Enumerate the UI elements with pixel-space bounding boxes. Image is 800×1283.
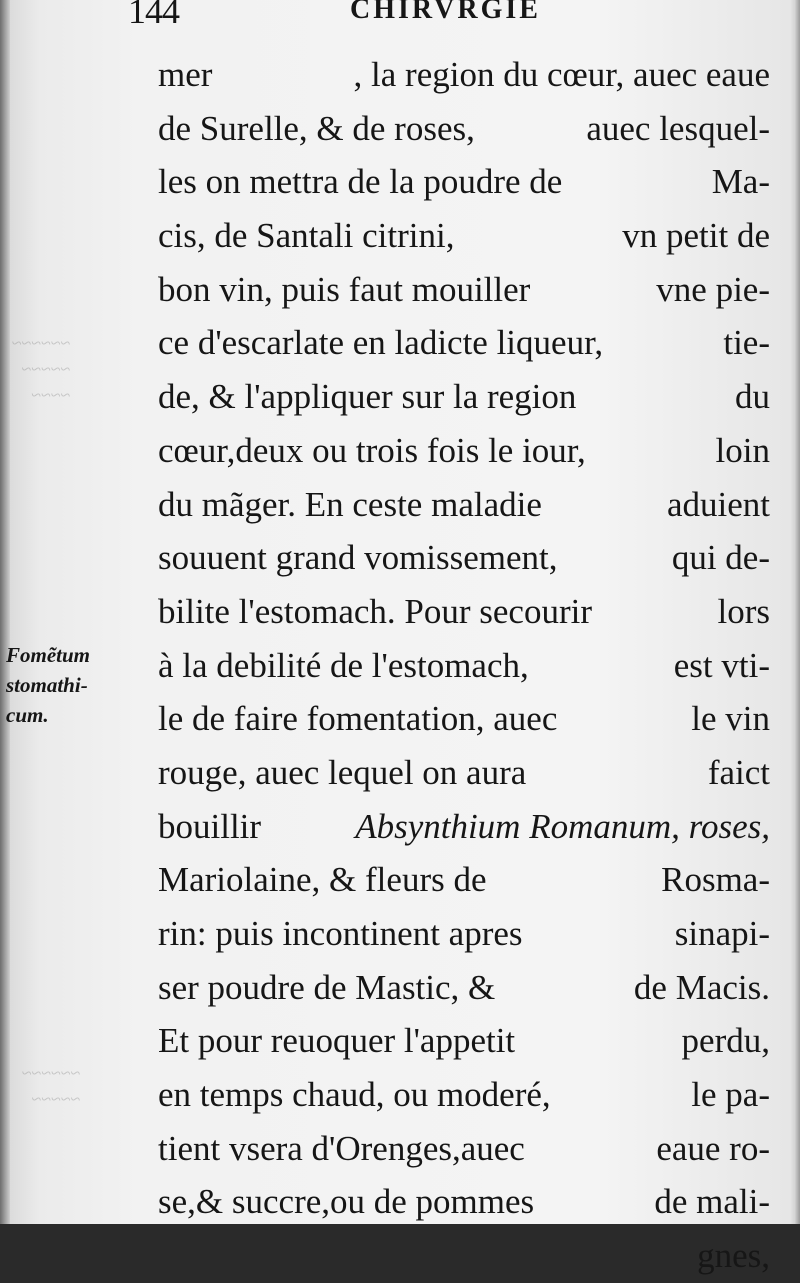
text-line: se,& succre,ou de pommes de mali-	[158, 1182, 770, 1222]
text-line: de Surelle, & de roses, auec lesquel-	[158, 108, 770, 148]
text-line: Et pour reuoquer l'appetit perdu,	[158, 1021, 770, 1061]
margin-note	[6, 640, 156, 730]
margin-note-line: Fomẽtum	[6, 643, 91, 667]
text-line: rin: puis incontinent apres sinapi-	[158, 914, 770, 953]
text-line-catchword: gnes,	[697, 1236, 770, 1276]
text-line: cis, de Santali citrini, vn petit de	[158, 216, 770, 256]
text-line: en temps chaud, ou moderé, le pa-	[158, 1075, 770, 1115]
text-line: mer , la region du cœur, auec eaue	[158, 55, 770, 94]
text-line: bon vin, puis faut mouiller vne pie-	[158, 269, 770, 309]
text-line: du mãger. En ceste maladie aduient	[158, 484, 770, 524]
running-head: CHIRVRGIE	[350, 0, 541, 25]
text-line: cœur,deux ou trois fois le iour, loin	[158, 430, 770, 470]
text-line: bouillir Absynthium Romanum, roses,	[158, 806, 770, 846]
text-line: de, & l'appliquer sur la region du	[158, 377, 770, 417]
text-line: à la debilité de l'estomach, est vti-	[158, 645, 770, 685]
bleed-through-text: ~~~~~~ ~~~~~ ~~~~	[12, 333, 71, 405]
bleed-through-text: ~~~~~~ ~~~~~	[22, 1063, 81, 1109]
text-line: ser poudre de Mastic, & de Macis.	[158, 967, 770, 1007]
text-line: ce d'escarlate en ladicte liqueur, tie-	[158, 323, 770, 363]
page-spine-shadow	[0, 0, 10, 1224]
text-line: bilite l'estomach. Pour secourir lors	[158, 591, 770, 631]
margin-note-line: stomathi-	[6, 673, 88, 697]
margin-note-line: cum.	[6, 703, 49, 727]
page-edge-shadow	[794, 0, 800, 1224]
text-line: souuent grand vomissement, qui de-	[158, 538, 770, 578]
text-line: tient vsera d'Orenges,auec eaue ro-	[158, 1128, 770, 1168]
body-text	[158, 48, 770, 1283]
text-line: le de faire fomentation, auec le vin	[158, 699, 770, 739]
text-line: Mariolaine, & fleurs de Rosma-	[158, 860, 770, 900]
text-line: les on mettra de la poudre de Ma-	[158, 162, 770, 202]
text-line: rouge, auec lequel on aura faict	[158, 752, 770, 792]
page-number: 144	[128, 0, 179, 31]
